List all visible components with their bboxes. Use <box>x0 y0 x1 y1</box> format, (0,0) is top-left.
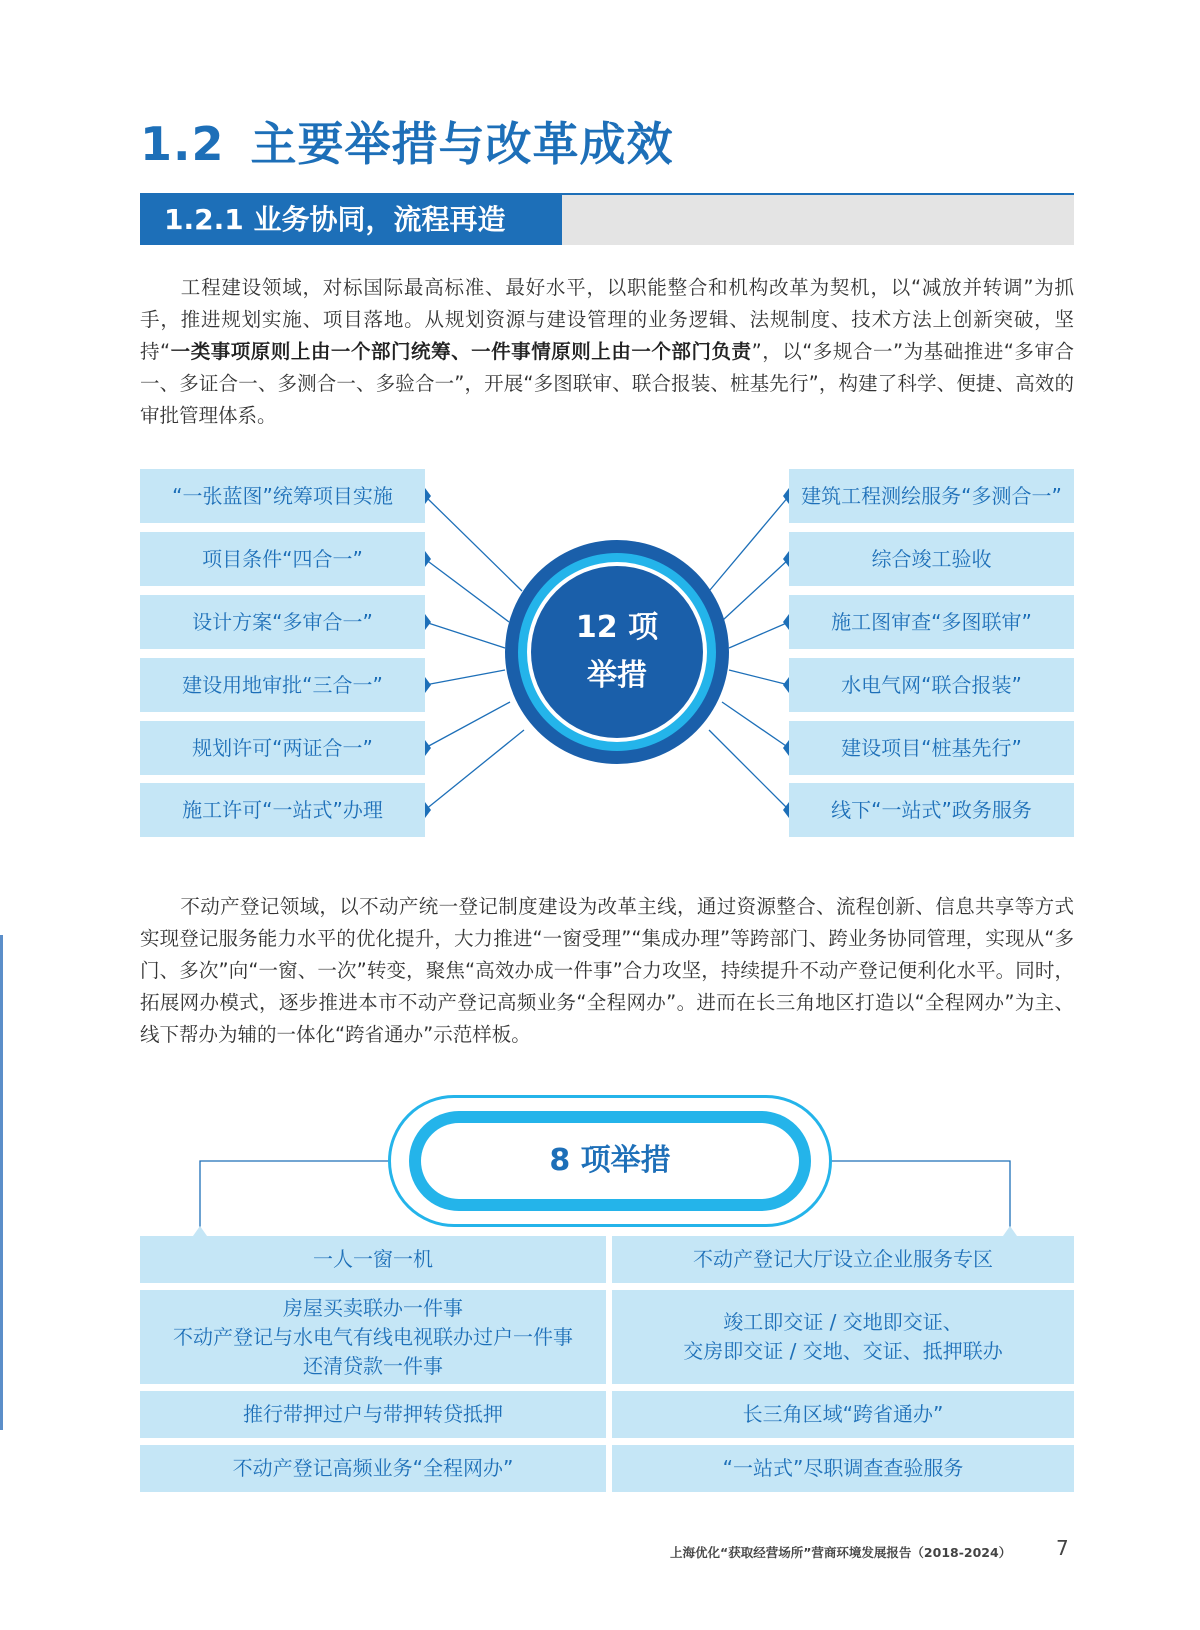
measure-box-right-4: 水电气网“联合报装” <box>789 658 1074 712</box>
measure-cell-right-4 <box>612 1445 1074 1492</box>
footer-report-title: 上海优化“获取经营场所”营商环境发展报告（2018-2024） <box>670 1545 1012 1560</box>
bracket-arrow-left <box>193 1226 207 1236</box>
measure-cell-left-3 <box>140 1391 606 1438</box>
measure-cell-text: 还清贷款一件事 <box>303 1353 443 1378</box>
paragraph-text-1b: ”，以“多规合一”为基础推进“多审合一、多证合一、多测合一、多验合一”，开展“多图联审、联合报装、桩基先行”，构建了科学、便捷、高效的审批管理体系。 <box>140 340 1074 427</box>
bracket-line-left <box>200 1161 388 1236</box>
center-circle-line2: 举措 <box>587 658 647 693</box>
measure-cell-text: 长三角区域“跨省通办” <box>742 1402 944 1426</box>
measure-cell-text: 一人一窗一机 <box>313 1247 433 1271</box>
page-number: 7 <box>1056 1536 1069 1560</box>
measure-box-left-2: 项目条件“四合一” <box>140 532 425 586</box>
bracket-arrow-right <box>1003 1226 1017 1236</box>
measure-cell-left-4 <box>140 1445 606 1492</box>
section-title: 主要举措与改革成效 <box>250 117 674 171</box>
measure-box-left-4: 建设用地审批“三合一” <box>140 658 425 712</box>
measure-cell-text: 不动产登记大厅设立企业服务专区 <box>693 1247 993 1271</box>
measure-cell-left-2 <box>140 1290 606 1384</box>
measure-cell-text: 不动产登记与水电气有线电视联办过户一件事 <box>173 1324 573 1349</box>
measure-box-right-1: 建筑工程测绘服务“多测合一” <box>789 469 1074 523</box>
measure-box-right-5: 建设项目“桩基先行” <box>789 721 1074 775</box>
paragraph-text-2: 不动产登记领域，以不动产统一登记制度建设为改革主线，通过资源整合、流程创新、信息共享等方式实现登记服务能力水平的优化提升，大力推进“一窗受理”“集成办理”等跨部门、跨业务协同管理，实现从“多门、多次”向“一窗、一次”转变，聚焦“高效办成一件事”合力攻坚，持续提升不动产登记便利化水平。同时，拓展网办模式，逐步推进本市不动产登记高频业务“全程网办”。进而在长三角地区打造以“全程网办”为主、线下帮办为辅的一体化“跨省通办”示范样板。 <box>140 895 1074 1046</box>
measure-cell-text: 交房即交证 / 交地、交证、抵押联办 <box>683 1339 1003 1363</box>
bracket-line-right <box>832 1161 1010 1236</box>
measure-box-left-6: 施工许可“一站式”办理 <box>140 783 425 837</box>
center-circle-line1: 12 项 <box>575 610 659 645</box>
measure-box-right-3: 施工图审查“多图联审” <box>789 595 1074 649</box>
subsection-title: 1.2.1 业务协同，流程再造 <box>140 195 562 245</box>
measure-cell-right-1 <box>612 1236 1074 1283</box>
measure-cell-text: 竣工即交证 / 交地即交证、 <box>723 1310 963 1334</box>
measure-box-right-2: 综合竣工验收 <box>789 532 1074 586</box>
measure-cell-right-3 <box>612 1391 1074 1438</box>
measure-box-right-6: 线下“一站式”政务服务 <box>789 783 1074 837</box>
measure-box-left-5: 规划许可“两证合一” <box>140 721 425 775</box>
measure-cell-left-1 <box>140 1236 606 1283</box>
section-number: 1.2 <box>140 117 225 171</box>
measure-cell-text: “一站式”尽职调查查验服务 <box>722 1456 964 1480</box>
measure-cell-right-2 <box>612 1290 1074 1384</box>
diagram2-title: 8 项举措 <box>421 1123 799 1199</box>
paragraph-bold-principle: 一类事项原则上由一个部门统筹、一件事情原则上由一个部门负责 <box>170 340 752 363</box>
measure-box-left-1: “一张蓝图”统筹项目实施 <box>140 469 425 523</box>
measure-box-left-3: 设计方案“多审合一” <box>140 595 425 649</box>
measure-cell-text: 房屋买卖联办一件事 <box>283 1295 463 1320</box>
measure-cell-text: 推行带押过户与带押转贷抵押 <box>243 1402 503 1426</box>
measure-cell-text: 不动产登记高频业务“全程网办” <box>232 1456 514 1480</box>
paragraph-text-1a: 工程建设领域，对标国际最高标准、最好水平，以职能整合和机构改革为契机，以“减放并转调”为抓手，推进规划实施、项目落地。从规划资源与建设管理的业务逻辑、法规制度、技术方法上创新突破，坚持“ <box>140 276 1074 363</box>
